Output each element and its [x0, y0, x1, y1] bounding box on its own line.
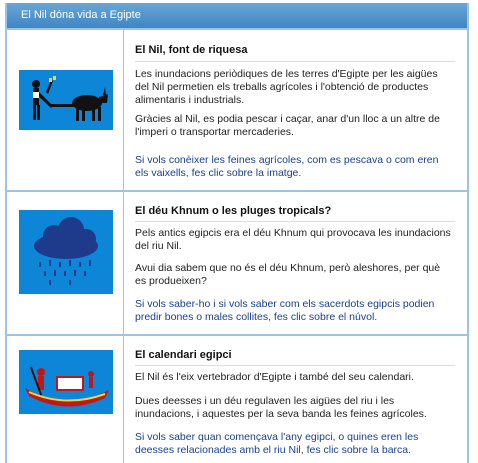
farmer-plowing-icon: [19, 70, 113, 130]
paragraph: Dues deesses i un déu regulaven les aigües del riu i les inundacions, i aquestes per la seva banda les feines agrícoles.: [135, 395, 427, 420]
divider: [135, 365, 455, 366]
section-heading: El Nil, font de riquesa: [135, 44, 248, 56]
divider: [135, 61, 455, 62]
instruction-paragraph: Si vols conèixer les feines agrícoles, com es pescava o com eren els vaixells, fes clic sobre la imatge.: [135, 154, 439, 179]
paragraph: Avui dia sabem que no és el déu Khnum, però aleshores, per què es produeixen?: [135, 262, 441, 287]
paragraph: Les inundacions periòdiques de les terres d'Egipte per les aigües del Nil permetien els treballs agrícoles i l'obtenció de productes alimentaris i industrials.: [135, 68, 438, 106]
image-cell: [7, 30, 124, 190]
section-calendar: [7, 334, 467, 463]
boat-icon: [19, 350, 113, 414]
instruction-paragraph: Si vols saber-ho i si vols saber com els sacerdots egipcis podien predir bones o males collites, fes clic sobre el núvol.: [135, 298, 435, 323]
image-cell: [7, 336, 124, 463]
section-khnum: [7, 190, 467, 334]
divider: [135, 221, 455, 222]
section-heading: El déu Khnum o les pluges tropicals?: [135, 205, 332, 217]
rain-cloud-icon: [19, 210, 113, 294]
paragraph: El Nil és l'eix vertebrador d'Egipte i també del seu calendari.: [135, 371, 414, 383]
image-cell: [7, 192, 124, 334]
boat-image[interactable]: [19, 350, 113, 414]
content-frame: [5, 3, 469, 463]
paragraph: Pels antics egipcis era el déu Khnum qui provocava les inundacions del riu Nil.: [135, 227, 451, 252]
section-nil-wealth: [7, 28, 467, 190]
farmer-plowing-image[interactable]: [19, 70, 113, 130]
instruction-paragraph: Si vols saber quan començava l'any egipci, o quines eren les deesses relacionades amb el riu Nil, fes clic sobre la barca.: [135, 431, 419, 456]
section-heading: El calendari egipci: [135, 349, 232, 361]
rain-cloud-image[interactable]: [19, 210, 113, 294]
page-title: El Nil dóna vida a Egipte: [7, 3, 467, 28]
paragraph: Gràcies al Nil, es podia pescar i caçar, anar d'un lloc a un altre de l'imperi o transportar mercaderies.: [135, 113, 440, 138]
